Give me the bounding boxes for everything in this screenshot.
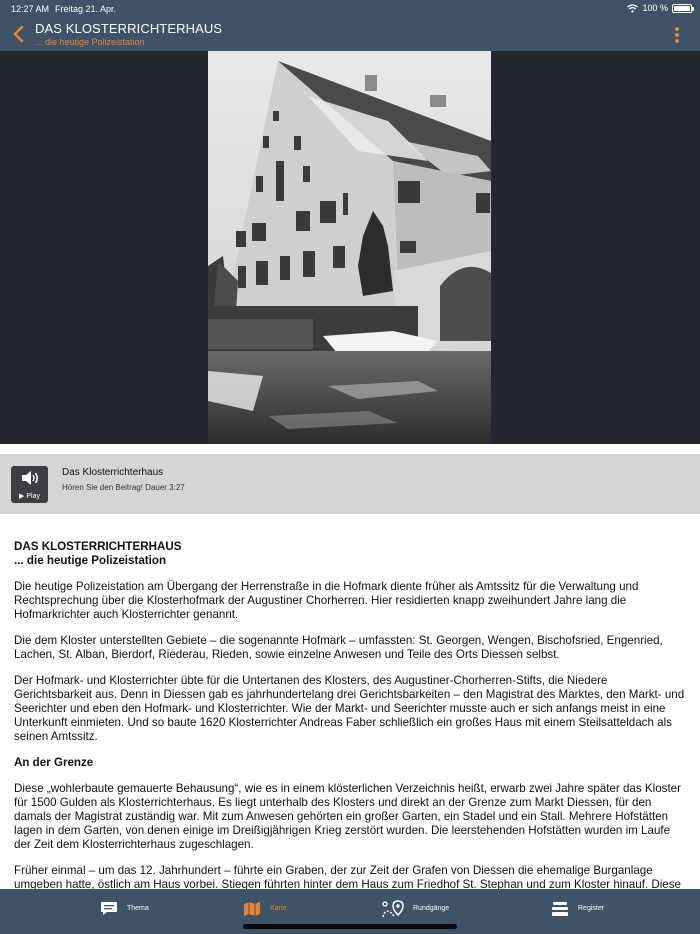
house-photo — [208, 51, 491, 444]
status-bar — [0, 0, 700, 18]
status-right — [627, 3, 692, 13]
article-paragraph: Früher einmal – um das 12. Jahrhundert – führte ein Graben, der zur Zeit der Grafen von Diessen die ehemalige Burganlage umgeben hatte, östlich am Haus vorbei. Stiegen führten hinter dem Haus zum Friedhof St. Stephan und zum Kloster hinauf. Diese — [14, 864, 682, 889]
tab-thema[interactable] — [100, 889, 149, 928]
tab-register-label: Register — [578, 905, 605, 912]
audio-player — [0, 454, 700, 514]
map-icon — [243, 901, 261, 917]
speaker-icon — [20, 470, 40, 486]
tab-rundgaenge-label: Rundgänge — [413, 905, 450, 912]
article-paragraph: Die heutige Polizeistation am Übergang der Herrenstraße in die Hofmark diente früher als Amtssitz für die Verwaltung und Rechtsprechung über die Klosterhofmark der Augustiner Chorherren. Hier residierten knapp zweihundert Jahre lang die Hofmarkrichter auch Klosterrichter genannt. — [14, 580, 639, 621]
play-button-label: ▶ Play — [19, 493, 40, 500]
wifi-icon — [627, 4, 638, 13]
status-date: Freitag 21. Apr. — [55, 4, 117, 14]
tab-thema-label: Thema — [127, 905, 149, 912]
back-chevron-icon[interactable] — [10, 25, 28, 43]
navigation-bar — [0, 18, 700, 51]
chat-bubble-icon — [100, 901, 118, 917]
article-title: DAS KLOSTERRICHTERHAUS — [14, 540, 182, 553]
play-button[interactable] — [11, 466, 48, 503]
home-indicator[interactable] — [243, 924, 457, 929]
article-heading — [14, 540, 686, 568]
article-subtitle: ... die heutige Polizeistation — [14, 554, 167, 567]
article-paragraph: Die dem Kloster unterstellten Gebiete – die sogenannte Hofmark – umfassten: St. Georgen, Wengen, Bischofsried, Engenried, Lachen, St. Alban, Bierdorf, Riederau, Rieden, sowie einzelne Anwesen und Teile des Orts Diessen selbst. — [14, 634, 663, 661]
article-content[interactable] — [14, 540, 686, 889]
status-time: 12:27 AM — [11, 4, 50, 14]
stack-icon — [551, 901, 569, 917]
hero-image-area — [0, 51, 700, 444]
more-options-icon[interactable] — [674, 26, 680, 44]
route-pin-icon — [382, 900, 404, 918]
tab-rundgaenge[interactable] — [382, 889, 449, 928]
tab-karte-label: Karte — [270, 905, 287, 912]
section-heading: An der Grenze — [14, 756, 94, 769]
tab-register[interactable] — [551, 889, 604, 928]
audio-title: Das Klosterrichterhaus — [62, 467, 164, 478]
battery-percentage: 100 % — [642, 3, 668, 13]
page-subtitle: ... die heutige Polizeistation — [35, 37, 145, 47]
battery-icon — [672, 4, 692, 13]
article-paragraph: Diese „wohlerbaute gemauerte Behausung“, wie es in einem klösterlichen Verzeichnis heißt, erwarb zwei Jahre später das Kloster für 1500 Gulden als Klosterrichterhaus. Es liegt unterhalb des Klosters und direkt an der Grenze zum Markt Diessen, für den damals der Magistrat zuständig war. Mit zum Anwesen gehörten ein großer Garten, ein Stadel und ein Stall. Mehrere Hofstätten lagen in dem Garten, von denen einige im Dreißigjährigen Krieg zerstört wurden. Die leerstehenden Hofstätten wurden im Laufe der Zeit dem Klosterrichterhaus zugeschlagen. — [14, 782, 681, 851]
page-title: DAS KLOSTERRICHTERHAUS — [35, 21, 223, 36]
audio-subtitle: Hören Sie den Beitrag! Dauer 3:27 — [62, 483, 185, 492]
tab-karte[interactable] — [243, 889, 287, 928]
article-paragraph: Der Hofmark- und Klosterrichter übte für die Untertanen des Klosters, des Augustiner-Chorherren-Stifts, die Niedere Gerichtsbarkeit aus. Denn in Diessen gab es jahrhundertelang drei Gerichtsbarkeiten – den Magistrat des Marktes, den Markt- und Seerichter und eben den Hofmark- und Klosterrichter. Wie der Markt- und Seerichter musste auch er sich anfangs meist in eine Unterkunft einmieten. Und so baute 1620 Klosterrichter Andreas Faber schließlich ein großes Haus mit einem Steilsatteldach als seinen Amtssitz. — [14, 674, 685, 743]
